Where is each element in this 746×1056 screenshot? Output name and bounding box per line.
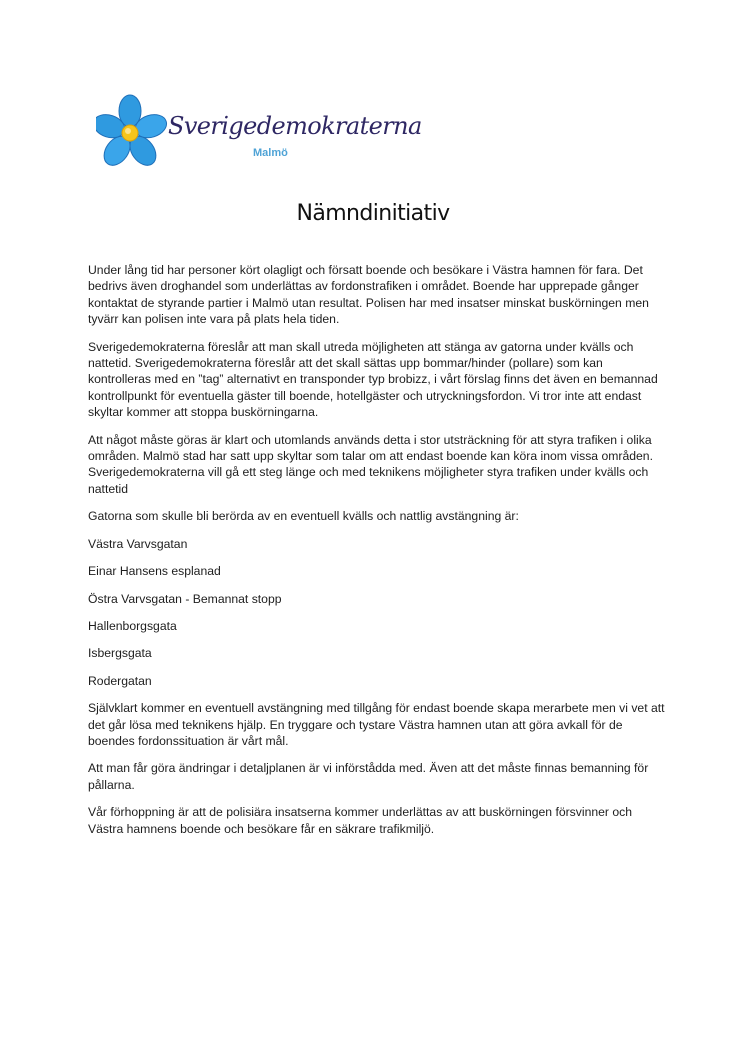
flower-icon [96, 94, 168, 174]
street-item: Västra Varvsgatan [88, 536, 188, 551]
street-item: Rodergatan [88, 673, 152, 688]
document-body [88, 262, 668, 848]
document-title: Nämndinitiativ [296, 201, 450, 226]
logo-city: Malmö [253, 147, 288, 159]
street-item: Östra Varvsgatan - Bemannat stopp [88, 591, 282, 606]
paragraph: Att man får göra ändringar i detaljplanen är vi införstådda med. Även att det måste finnas bemanning för pållarna. [88, 761, 649, 792]
paragraph: Självklart kommer en eventuell avstängning med tillgång för endast boende skapa merarbete men vi vet att det går lösa med teknikens hjälp. En tryggare och tystare Västra hamnen utan att göra avkall för de boendes fordonssituation är vårt mål. [88, 701, 665, 748]
paragraph: Att något måste göras är klart och utomlands används detta i stor utsträckning för att styra trafiken i olika områden. Malmö stad har satt upp skyltar som talar om att endast boende kan köra inom vissa områden. Sverigedemokraterna vill gå ett steg länge och med teknikens möjligheter styra trafiken under kvälls och nattetid [88, 432, 653, 496]
paragraph: Under lång tid har personer kört olagligt och försatt boende och besökare i Västra hamnen för fara. Det bedrivs även droghandel som underlättas av fordonstrafiken i området. Boende har upprepade gånger kontaktat de styrande partier i Malmö utan resultat. Polisen har med insatser minskat buskörningen men tyvärr kan polisen inte vara på plats hela tiden. [88, 263, 649, 327]
street-item: Hallenborgsgata [88, 618, 177, 633]
logo-wordmark: Sverigedemokraterna [168, 112, 422, 140]
paragraph: Gatorna som skulle bli berörda av en eventuell kvälls och nattlig avstängning är: [88, 509, 519, 524]
street-item: Isbergsgata [88, 646, 152, 661]
street-list [88, 536, 668, 689]
street-item: Einar Hansens esplanad [88, 564, 221, 579]
paragraph: Vår förhoppning är att de polisiära insatserna kommer underlättas av att buskörningen försvinner och Västra hamnens boende och besökare får en säkrare trafikmiljö. [88, 805, 632, 836]
party-logo [96, 94, 422, 174]
paragraph: Sverigedemokraterna föreslår att man skall utreda möjligheten att stänga av gatorna under kvälls och nattetid. Sverigedemokraterna föreslår att det skall sättas upp bommar/hinder (pollare) som kan kontrolleras med en ”tag” alternativt en transponder typ brobizz, i vårt förslag finns det även en bemannad kontrollpunkt för eventuella gäster till boende, hotellgäster och utryckningsfordon. Vi tror inte att endast skyltar kommer att stoppa buskörningarna. [88, 339, 658, 420]
